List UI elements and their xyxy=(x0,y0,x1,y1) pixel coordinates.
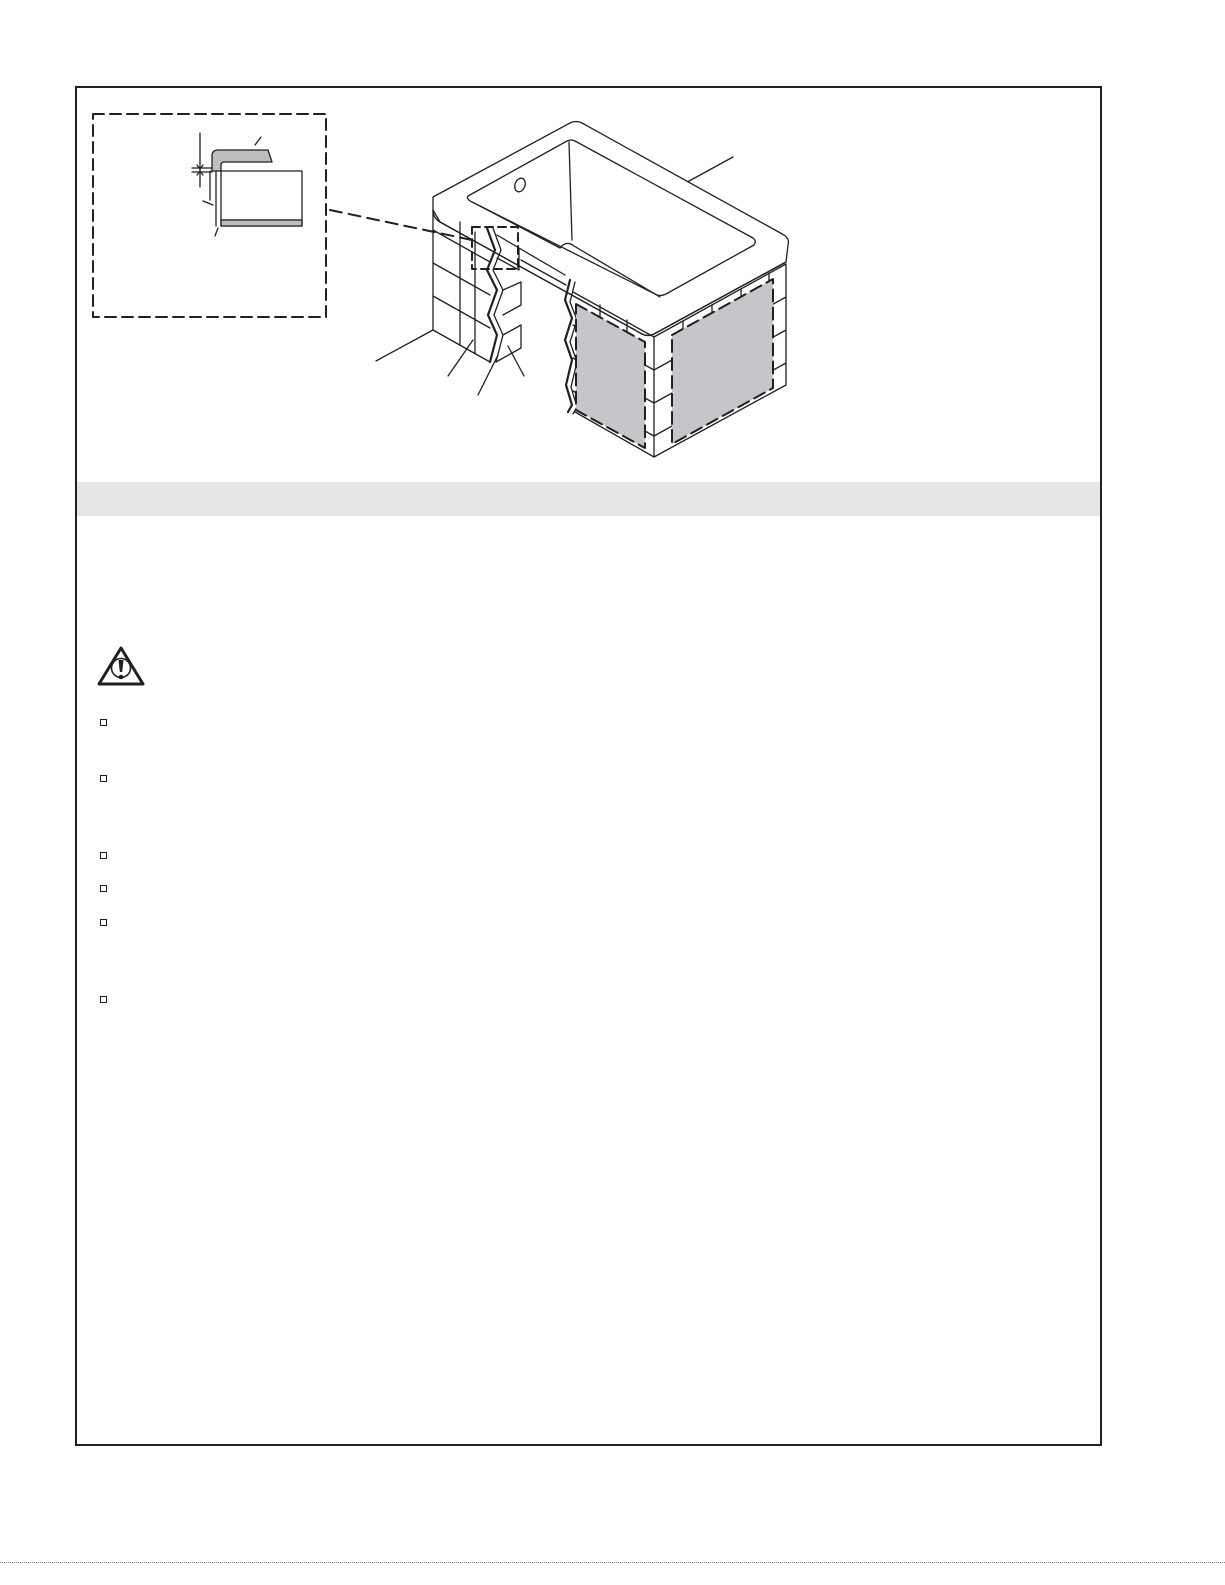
checklist-box-6[interactable] xyxy=(100,996,107,1003)
bathtub-illustration xyxy=(376,122,789,458)
checklist-box-4[interactable] xyxy=(100,885,107,892)
checklist-box-3[interactable] xyxy=(100,852,107,859)
bathtub-installation-illustration xyxy=(0,0,1225,480)
checklist-box-1[interactable] xyxy=(100,719,107,726)
checklist-box-2[interactable] xyxy=(100,775,107,782)
warning-triangle-icon xyxy=(96,644,146,688)
checklist-box-5[interactable] xyxy=(100,919,107,926)
detail-callout xyxy=(93,114,326,317)
page-bottom-rule xyxy=(0,1562,1225,1563)
section-header-bar xyxy=(77,482,1100,516)
